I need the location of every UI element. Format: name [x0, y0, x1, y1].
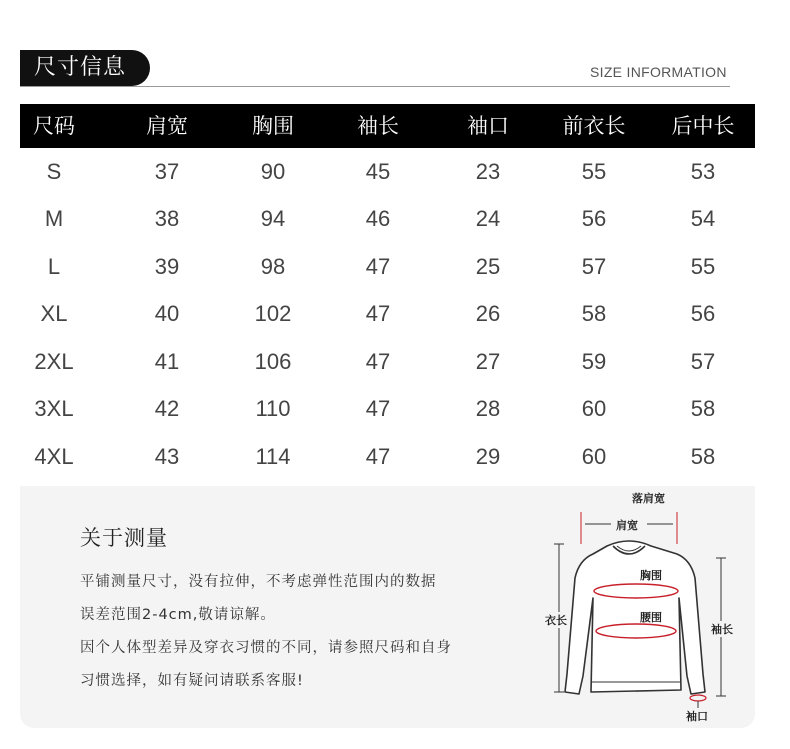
size-cell: S — [46, 159, 62, 184]
shoulder-cell: 37 — [154, 159, 180, 184]
chest-cell: 106 — [254, 349, 292, 374]
cuff-label: 袖口 — [686, 710, 708, 723]
front-length-cell: 55 — [581, 159, 607, 184]
header-back-length: 后中长 — [671, 114, 735, 138]
back-length-cell: 54 — [690, 206, 716, 231]
table-row — [20, 290, 755, 337]
cuff-cell: 26 — [475, 301, 501, 326]
header-front-length: 前衣长 — [562, 114, 626, 138]
chest-cell: 90 — [260, 159, 286, 184]
shoulder-cell: 43 — [154, 444, 180, 469]
measurement-note-line: 因个人体型差异及穿衣习惯的不同，请参照尺码和自身 — [80, 640, 452, 656]
back-length-cell: 57 — [690, 349, 716, 374]
sleeve-length-cell: 45 — [365, 159, 391, 184]
size-table-header — [20, 104, 755, 148]
waist-label: 腰围 — [640, 611, 662, 624]
sleeve-length-cell: 47 — [365, 301, 391, 326]
size-cell: L — [47, 254, 61, 279]
cuff-cell: 24 — [475, 206, 501, 231]
front-length-cell: 57 — [581, 254, 607, 279]
table-row — [20, 433, 755, 480]
size-cell: 4XL — [34, 444, 74, 469]
sleeve-length-cell: 47 — [365, 444, 391, 469]
measurement-title: 关于测量 — [80, 526, 168, 550]
title-divider — [20, 86, 730, 87]
back-length-cell: 58 — [690, 396, 716, 421]
header-size: 尺码 — [33, 114, 75, 138]
header-sleeve-length: 袖长 — [357, 114, 399, 138]
sleeve-length-cell: 47 — [365, 254, 391, 279]
chest-cell: 114 — [255, 444, 291, 469]
chest-cell: 98 — [260, 254, 286, 279]
front-length-cell: 60 — [581, 396, 607, 421]
sleeve-length-cell: 46 — [365, 206, 391, 231]
sleeve-length-cell: 47 — [365, 396, 391, 421]
chest-cell: 94 — [260, 206, 286, 231]
back-length-cell: 55 — [690, 254, 716, 279]
front-length-cell: 60 — [581, 444, 607, 469]
back-length-cell: 58 — [690, 444, 716, 469]
size-cell: M — [44, 206, 64, 231]
shoulder-cell: 42 — [154, 396, 180, 421]
shoulder-label: 肩宽 — [616, 519, 638, 532]
shoulder-cell: 41 — [154, 349, 180, 374]
cuff-cell: 28 — [475, 396, 501, 421]
table-row — [20, 338, 755, 385]
cuff-cell: 25 — [475, 254, 501, 279]
measurement-diagram — [545, 486, 755, 728]
measurement-info-panel — [20, 486, 755, 728]
shoulder-cell: 39 — [154, 254, 180, 279]
chest-label: 胸围 — [640, 569, 662, 582]
size-cell: 2XL — [34, 349, 74, 374]
table-row — [20, 148, 755, 195]
measurement-note-line: 误差范围2-4cm,敬请谅解。 — [80, 607, 276, 623]
front-length-cell: 58 — [581, 301, 607, 326]
header-chest: 胸围 — [252, 114, 294, 138]
sleeve-length-cell: 47 — [365, 349, 391, 374]
measurement-note-line: 平铺测量尺寸，没有拉伸，不考虑弹性范围内的数据 — [80, 574, 437, 590]
header-cuff: 袖口 — [467, 114, 509, 138]
section-subtitle: SIZE INFORMATION — [590, 64, 727, 80]
length-label: 衣长 — [545, 614, 567, 627]
sweater-diagram-icon — [545, 486, 755, 728]
back-length-cell: 53 — [690, 159, 716, 184]
section-title: 尺寸信息 — [20, 50, 150, 86]
shoulder-cell: 40 — [154, 301, 180, 326]
sleeve-label: 袖长 — [711, 623, 733, 636]
drop-shoulder-label: 落肩宽 — [632, 492, 665, 505]
table-row — [20, 243, 755, 290]
chest-cell: 110 — [255, 396, 291, 421]
header-shoulder: 肩宽 — [146, 114, 188, 138]
chest-cell: 102 — [254, 301, 292, 326]
shoulder-cell: 38 — [154, 206, 180, 231]
size-cell: 3XL — [34, 396, 74, 421]
measurement-note-line: 习惯选择，如有疑问请联系客服! — [80, 673, 304, 689]
front-length-cell: 56 — [581, 206, 607, 231]
cuff-cell: 27 — [475, 349, 501, 374]
cuff-cell: 29 — [475, 444, 501, 469]
size-cell: XL — [40, 301, 68, 326]
back-length-cell: 56 — [690, 301, 716, 326]
table-row — [20, 385, 755, 432]
front-length-cell: 59 — [581, 349, 607, 374]
table-row — [20, 195, 755, 242]
cuff-cell: 23 — [475, 159, 501, 184]
